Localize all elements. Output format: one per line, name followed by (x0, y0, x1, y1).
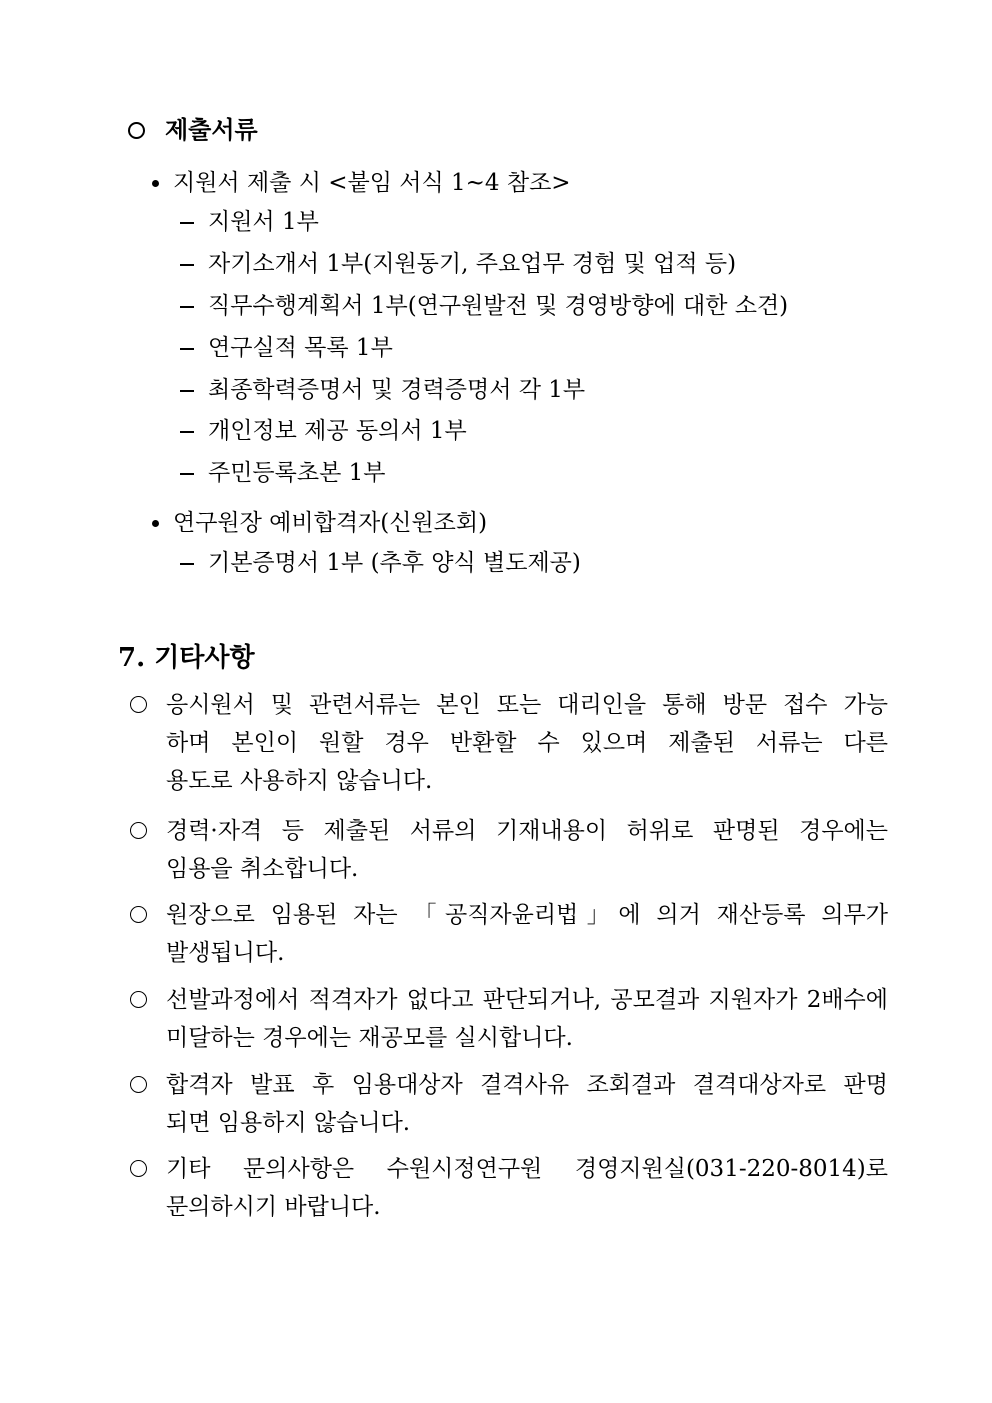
document-item-text: 기본증명서 1부 (추후 양식 별도제공) (208, 550, 581, 576)
documents-group-label: 연구원장 예비합격자(신원조회) (173, 510, 488, 536)
dash-bullet-icon (180, 306, 194, 308)
document-item-text: 최종학력증명서 및 경력증명서 각 1부 (208, 377, 586, 403)
dot-bullet-icon (152, 520, 159, 527)
circle-bullet-icon (130, 1076, 147, 1093)
circle-bullet-icon (130, 822, 147, 839)
notice-line: 선발과정에서 적격자가 없다고 판단되거나, 공모결과 지원자가 2배수에 (166, 987, 888, 1013)
notice-line: 합격자 발표 후 임용대상자 결격사유 조회결과 결격대상자로 판명 (166, 1072, 888, 1098)
circle-bullet-icon (130, 696, 147, 713)
notice-line: 되면 임용하지 않습니다. (166, 1110, 411, 1136)
circle-bullet-icon (130, 991, 147, 1008)
section-title: 7. 기타사항 (118, 643, 255, 673)
notice-line: 원장으로 임용된 자는 「공직자윤리법」에 의거 재산등록 의무가 (166, 902, 888, 928)
dash-bullet-icon (180, 390, 194, 392)
dash-bullet-icon (180, 473, 194, 475)
document-item-text: 직무수행계획서 1부(연구원발전 및 경영방향에 대한 소견) (208, 293, 789, 319)
documents-heading-text: 제출서류 (165, 115, 258, 144)
document-item-text: 주민등록초본 1부 (208, 460, 386, 486)
documents-group-label: 지원서 제출 시 <붙임 서식 1~4 참조> (173, 170, 571, 196)
dash-bullet-icon (180, 348, 194, 350)
notice-line: 하며 본인이 원할 경우 반환할 수 있으며 제출된 서류는 다른 (166, 730, 888, 756)
documents-group-1 (152, 172, 571, 195)
dash-bullet-icon (180, 264, 194, 266)
notice-line: 발생됩니다. (166, 940, 285, 966)
document-item-text: 자기소개서 1부(지원동기, 주요업무 경험 및 업적 등) (208, 251, 737, 277)
notice-line: 응시원서 및 관련서류는 본인 또는 대리인을 통해 방문 접수 가능 (166, 692, 888, 718)
circle-bullet-icon (130, 906, 147, 923)
notice-item (128, 818, 888, 894)
documents-group-2 (152, 512, 487, 535)
notice-item (128, 1072, 888, 1148)
notice-item (128, 902, 888, 978)
notice-line: 용도로 사용하지 않습니다. (166, 768, 433, 794)
notice-line: 문의하시기 바랍니다. (166, 1194, 381, 1220)
document-item (180, 379, 585, 402)
notice-line: 임용을 취소합니다. (166, 856, 359, 882)
notice-line: 미달하는 경우에는 재공모를 실시합니다. (166, 1025, 573, 1051)
dot-bullet-icon (152, 180, 159, 187)
dash-bullet-icon (180, 563, 194, 565)
document-item-text: 개인정보 제공 동의서 1부 (208, 418, 467, 444)
circle-bullet-icon (128, 122, 145, 139)
notice-line: 기타 문의사항은 수원시정연구원 경영지원실(031-220-8014)로 (166, 1156, 888, 1182)
document-item (180, 552, 581, 575)
circle-bullet-icon (130, 1160, 147, 1177)
document-item (180, 253, 736, 276)
dash-bullet-icon (180, 222, 194, 224)
document-item (180, 211, 319, 234)
document-item (180, 295, 788, 318)
notice-line: 경력·자격 등 제출된 서류의 기재내용이 허위로 판명된 경우에는 (166, 818, 888, 844)
notice-item (128, 1156, 888, 1232)
documents-heading (128, 115, 258, 144)
dash-bullet-icon (180, 431, 194, 433)
document-item (180, 337, 393, 360)
document-item-text: 지원서 1부 (208, 209, 319, 235)
document-item (180, 420, 467, 443)
document-item-text: 연구실적 목록 1부 (208, 335, 393, 361)
document-item (180, 462, 385, 485)
notice-item (128, 987, 888, 1063)
notice-item (128, 692, 888, 806)
